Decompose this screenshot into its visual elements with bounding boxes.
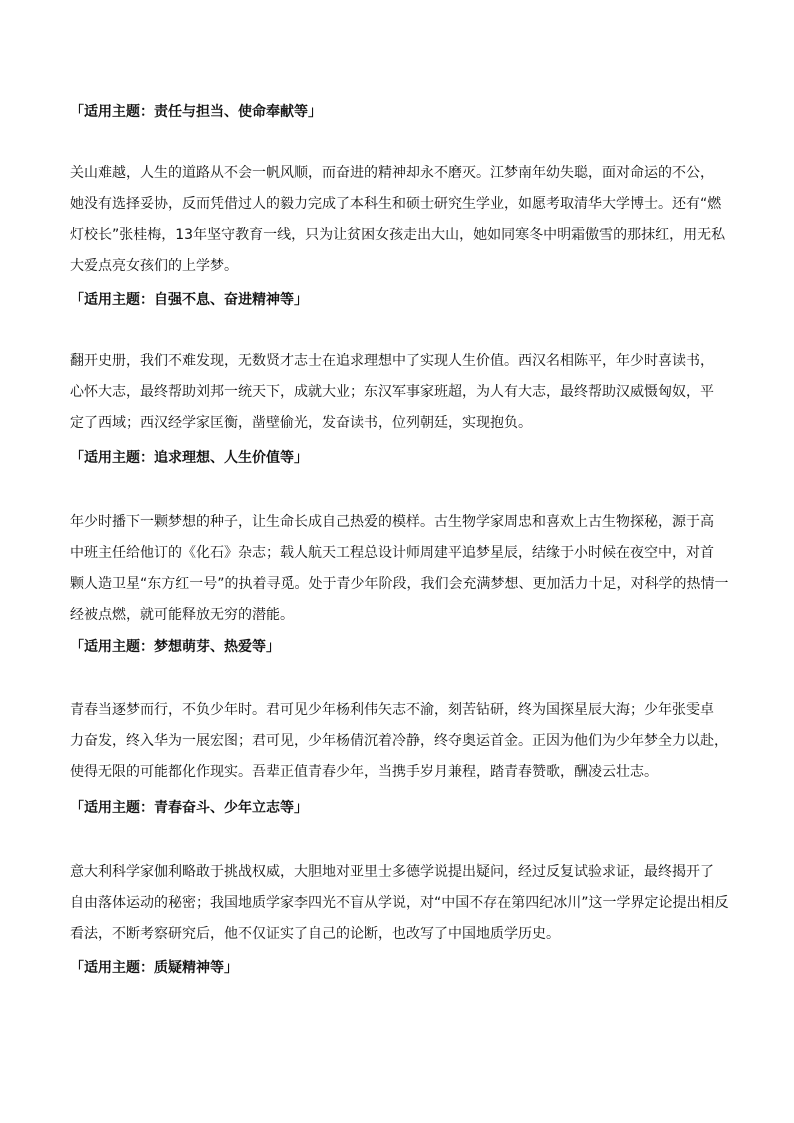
theme-tag-1: 「适用主题：责任与担当、使命奉献等」 bbox=[70, 104, 322, 120]
theme-tag-4: 「适用主题：梦想萌芽、热爱等」 bbox=[70, 639, 280, 655]
paragraph-5-line-3: 看法，不断考察研究后，他不仅证实了自己的论断，也改写了中国地质学历史。 bbox=[70, 926, 560, 942]
paragraph-1-line-3: 灯校长”张桂梅，13年坚守教育一线，只为让贫困女孩走出大山，她如同寒冬中明霜傲雪的那抹红，用无私 bbox=[70, 227, 726, 243]
paragraph-3-line-4: 经被点燃，就可能释放无穷的潜能。 bbox=[70, 607, 294, 623]
paragraph-2 bbox=[70, 346, 730, 439]
paragraph-3-line-2: 中班主任给他订的《化石》杂志；载人航天工程总设计师周建平追梦星辰，结缘于小时候在夜空中，对首 bbox=[70, 545, 714, 561]
theme-tag-5: 「适用主题：青春奋斗、少年立志等」 bbox=[70, 800, 308, 816]
paragraph-2-line-1: 翻开史册，我们不难发现，无数贤才志士在追求理想中了实现人生价值。西汉名相陈平，年少时喜读书， bbox=[70, 353, 714, 369]
theme-tag-6: 「适用主题：质疑精神等」 bbox=[70, 960, 238, 976]
paragraph-4-line-2: 力奋发，终入华为一展宏图；君可见，少年杨倩沉着冷静，终夺奥运首金。正因为他们为少年梦全力以赴， bbox=[70, 733, 728, 749]
paragraph-1-line-1: 关山难越，人生的道路从不会一帆风顺，而奋进的精神却永不磨灭。江梦南年幼失聪，面对命运的不公， bbox=[70, 165, 714, 181]
paragraph-5 bbox=[70, 857, 730, 950]
theme-tag-3: 「适用主题：追求理想、人生价值等」 bbox=[70, 450, 308, 466]
paragraph-1 bbox=[70, 158, 730, 282]
paragraph-4 bbox=[70, 695, 730, 788]
theme-tag-2: 「适用主题：自强不息、奋进精神等」 bbox=[70, 292, 308, 308]
paragraph-2-line-3: 定了西域；西汉经学家匡衡，凿壁偷光，发奋读书，位列朝廷，实现抱负。 bbox=[70, 415, 532, 431]
paragraph-5-line-2: 自由落体运动的秘密；我国地质学家李四光不盲从学说，对“中国不存在第四纪冰川”这一学界定论提出相反 bbox=[70, 895, 729, 911]
paragraph-4-line-3: 使得无限的可能都化作现实。吾辈正值青春少年，当携手岁月兼程，踏青春赞歌，酬凌云壮志。 bbox=[70, 764, 658, 780]
paragraph-4-line-1: 青春当逐梦而行，不负少年时。君可见少年杨利伟矢志不渝，刻苦钻研，终为国探星辰大海；少年张雯卓 bbox=[70, 702, 714, 718]
paragraph-5-line-1: 意大利科学家伽利略敢于挑战权威，大胆地对亚里士多德学说提出疑问，经过反复试验求证，最终揭开了 bbox=[70, 864, 714, 880]
paragraph-2-line-2: 心怀大志，最终帮助刘邦一统天下，成就大业；东汉军事家班超，为人有大志，最终帮助汉威慑匈奴，平 bbox=[70, 384, 714, 400]
paragraph-3-line-1: 年少时播下一颗梦想的种子，让生命长成自己热爱的模样。古生物学家周忠和喜欢上古生物探秘，源于高 bbox=[70, 514, 714, 530]
paragraph-1-line-4: 大爱点亮女孩们的上学梦。 bbox=[70, 258, 238, 274]
paragraph-3-line-3: 颗人造卫星“东方红一号”的执着寻觅。处于青少年阶段，我们会充满梦想、更加活力十足，对科学的热情一 bbox=[70, 576, 729, 592]
paragraph-3 bbox=[70, 507, 730, 631]
paragraph-1-line-2: 她没有选择妥协，反而凭借过人的毅力完成了本科生和硕士研究生学业，如愿考取清华大学博士。还有“燃 bbox=[70, 196, 722, 212]
